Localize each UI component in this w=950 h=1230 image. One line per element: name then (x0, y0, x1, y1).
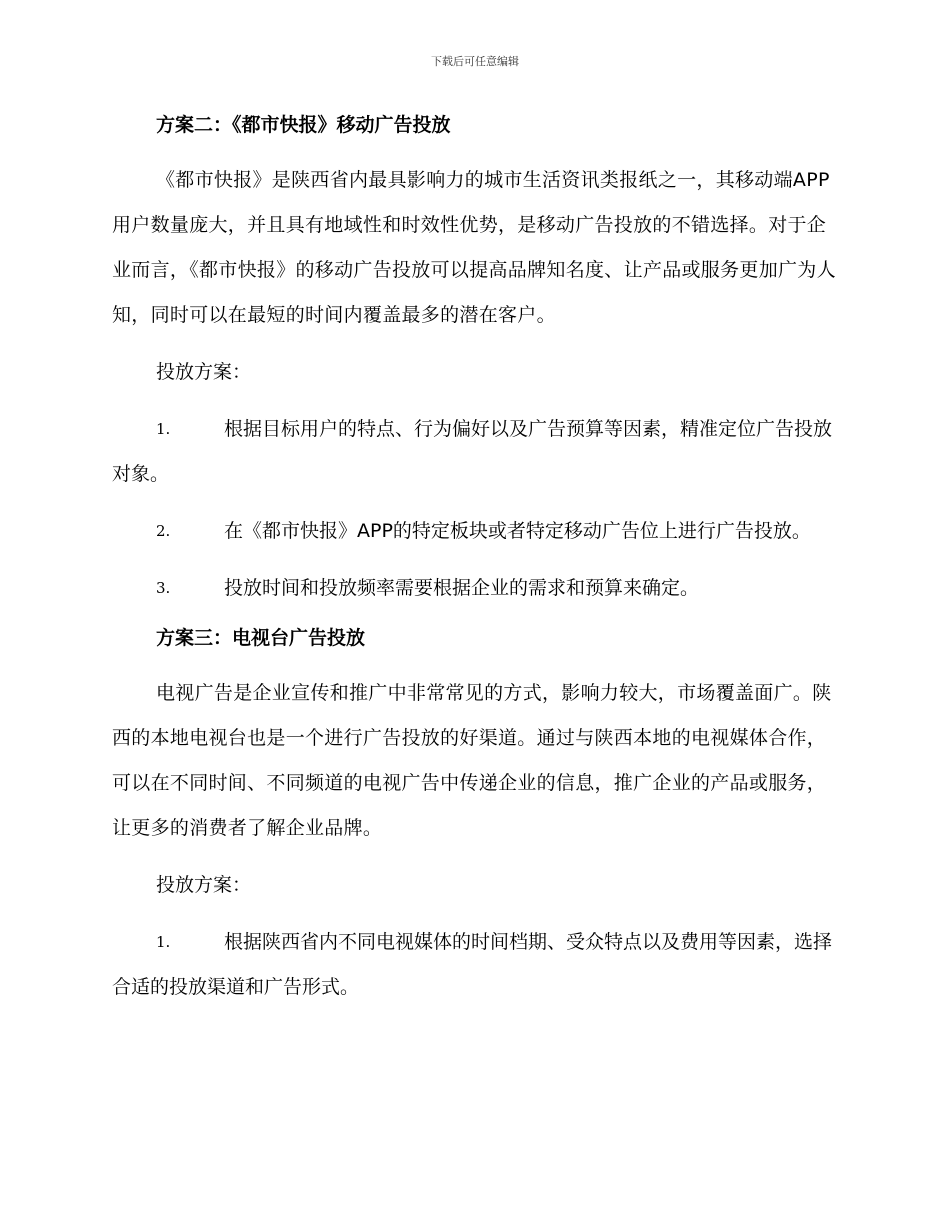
list-item-number: 2. (156, 522, 171, 540)
list-item-number: 1. (156, 420, 171, 438)
section-2-intro: 《都市快报》是陕西省内最具影响力的城市生活资讯类报纸之一，其移动端APP用户数量庞大，并且具有地域性和时效性优势，是移动广告投放的不错选择。对于企业而言，《都市快报》的移动广告投放可以提高品牌知名度、让产品或服务更加广为人知，同时可以在最短的时间内覆盖最多的潜在客户。 (112, 169, 836, 326)
section-2-list-item (112, 566, 842, 611)
section-2-list-item (112, 509, 842, 554)
section-3-intro: 电视广告是企业宣传和推广中非常常见的方式，影响力较大，市场覆盖面广。陕西的本地电视台也是一个进行广告投放的好渠道。通过与陕西本地的电视媒体合作，可以在不同时间、不同频道的电视广告中传递企业的信息，推广企业的产品或服务，让更多的消费者了解企业品牌。 (112, 682, 832, 839)
section-3-plan-label: 投放方案： (156, 874, 252, 896)
section-2-list-item (112, 407, 842, 497)
section-3-title: 方案三：电视台广告投放 (156, 627, 366, 649)
list-item-number: 1. (156, 933, 171, 951)
section-3-list-item (112, 920, 842, 1010)
list-item-number: 3. (156, 579, 171, 597)
section-2-plan-label: 投放方案： (156, 361, 252, 383)
list-item-text: 投放时间和投放频率需要根据企业的需求和预算来确定。 (224, 577, 700, 599)
document-body (112, 110, 842, 1022)
section-2-title: 方案二：《都市快报》移动广告投放 (156, 114, 451, 136)
list-item-text: 根据目标用户的特点、行为偏好以及广告预算等因素，精准定位广告投放对象。 (112, 418, 833, 485)
page-header: 下载后可任意编辑 (431, 55, 519, 68)
list-item-text: 在《都市快报》APP的特定板块或者特定移动广告位上进行广告投放。 (224, 520, 811, 542)
list-item-text: 根据陕西省内不同电视媒体的时间档期、受众特点以及费用等因素，选择合适的投放渠道和广告形式。 (112, 931, 833, 998)
